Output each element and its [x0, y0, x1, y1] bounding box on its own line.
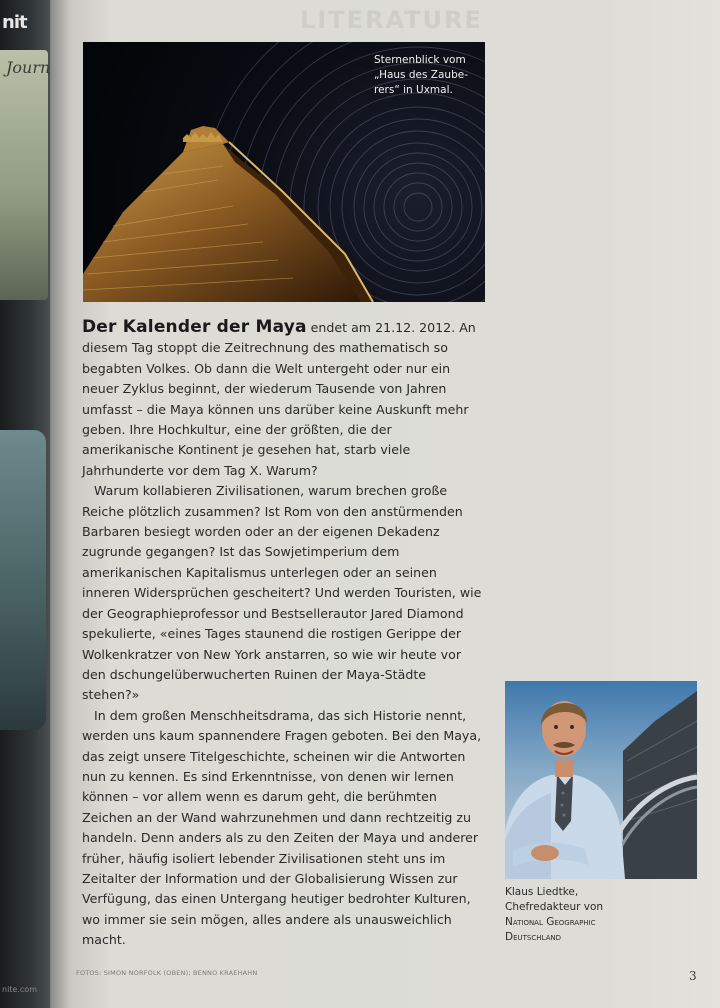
- portrait-caption: [505, 885, 705, 945]
- photo-credits: FOTOS: SIMON NORFOLK (OBEN); BENNO KRAEHAHN: [76, 969, 258, 977]
- editor-portrait-photo: [505, 681, 697, 879]
- caption-line-3: rers“ in Uxmal.: [374, 84, 453, 96]
- caption-line-1: Sternenblick vom: [374, 54, 466, 66]
- article-headline: Der Kalender der Maya: [82, 317, 307, 337]
- caption-line-2: „Haus des Zaube-: [374, 69, 468, 81]
- spine-cover: [0, 430, 46, 730]
- spine-tab-text: Journ: [6, 58, 51, 77]
- publication-name-line-2: Deutschland: [505, 931, 561, 943]
- page-number: 3: [689, 969, 697, 983]
- photo-caption: [374, 53, 479, 98]
- spine-logo: nit: [2, 12, 27, 33]
- spine-url: nite.com: [2, 985, 37, 994]
- editor-role: Chefredakteur von: [505, 901, 604, 913]
- article-paragraph-2: Warum kollabieren Zivilisationen, warum brechen große Reiche plötzlich zusammen? Ist Rom von den anstürmenden Barbaren besiegt worden oder an der eigenen Dekadenz zugrunde gegangen? Ist das Sowjetimperium dem amerikanischen Kapitalismus unterlegen oder an seinen inneren Widersprüchen gescheitert? Und werden Touristen, wie der Geographieprofessor und Bestsellerautor Jared Diamond spekulierte, «eines Tages staunend die rostigen Gerippe der Wolkenkratzer von New York anstarren, so wie wir heute vor den dschungelüberwucherten Ruinen der Maya-Städte stehen?»: [82, 483, 482, 703]
- bleed-through-header: LITERATURE: [300, 6, 483, 34]
- paragraph-1-text: endet am 21.12. 2012. An diesem Tag stoppt die Zeitrechnung des mathematisch so begabten Volkes. Ob dann die Welt untergeht oder nur ein neuer Zyklus beginnt, der wiederum Tausende von Jahren umfasst – die Maya können uns darüber keine Auskunft mehr geben. Ihre Hochkultur, eine der größten, die der amerikanische Kontinent je gesehen hat, starb viele Jahrhunderte vor dem Tag X. Warum?: [82, 320, 476, 478]
- article-paragraph-3: In dem großen Menschheitsdrama, das sich Historie nennt, werden uns kaum spannendere Fragen geboten. Bei den Maya, das zeigt unsere Titelgeschichte, scheinen wir die Antworten nun zu kennen. Es sind Erkenntnisse, von denen wir lernen können – vor allem wenn es darum geht, die berühmten Zeichen an der Wand wahrzunehmen und dann rechtzeitig zu handeln. Denn anders als zu den Zeiten der Maya und anderer früher, häufig isoliert lebender Zivilisationen steht uns im Zeitalter der Information und der Globalisierung Wissen zur Verfügung, das einen Untergang heutiger bedrohter Kulturen, wo immer sie sein mögen, alles andere als unausweichlich macht.: [82, 707, 482, 948]
- editorial-article: [82, 317, 482, 951]
- publication-name-line-1: National Geographic: [505, 916, 596, 928]
- spine-tab: [0, 50, 51, 300]
- editor-portrait-image: [505, 681, 697, 879]
- article-paragraph-1: [82, 317, 482, 481]
- editor-name: Klaus Liedtke,: [505, 886, 579, 898]
